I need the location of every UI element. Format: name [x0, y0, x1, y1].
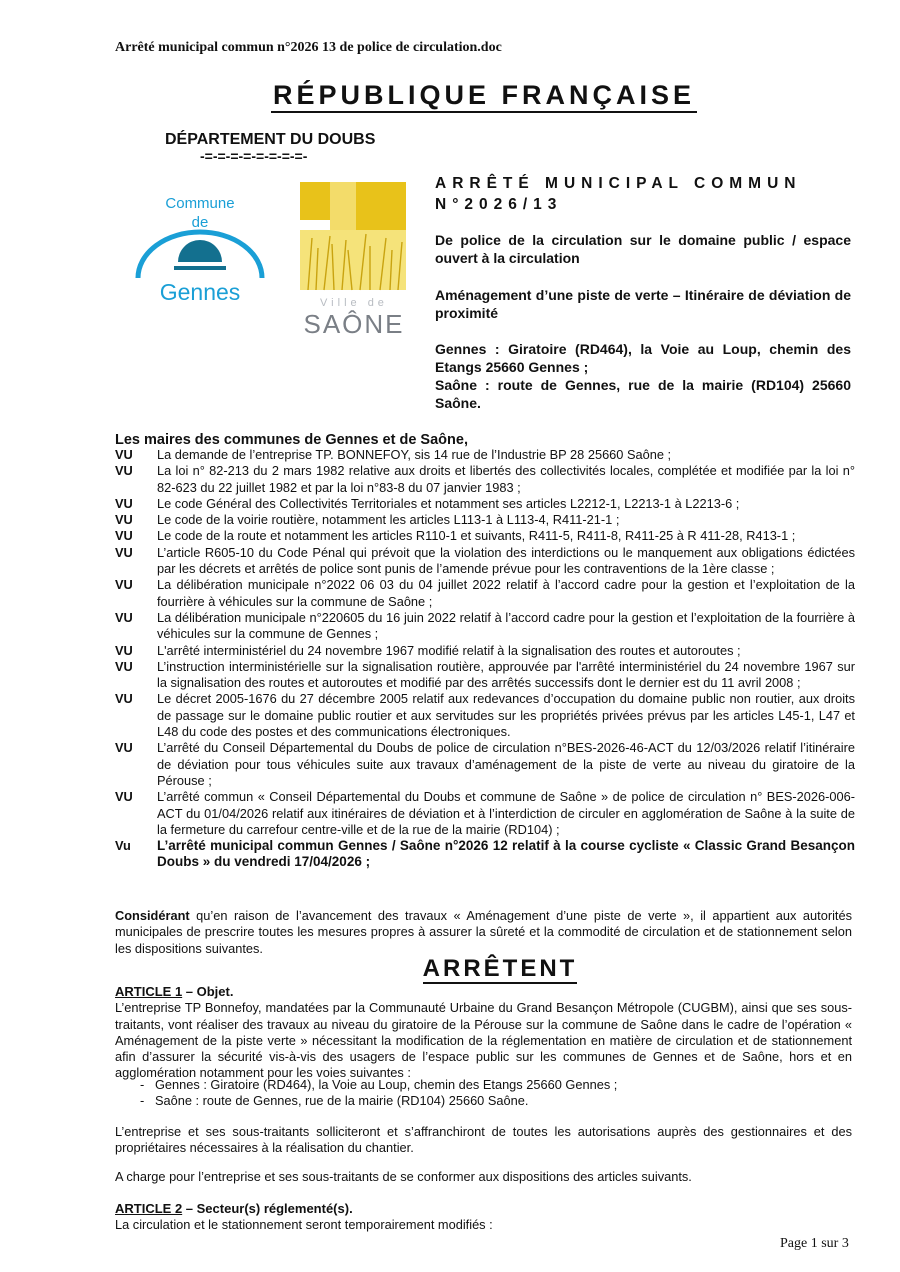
gennes-logo-name: Gennes [159, 279, 241, 305]
list-item: - Saône : route de Gennes, rue de la mairie (RD104) 25660 Saône. [140, 1093, 529, 1109]
les-maires-heading: Les maires des communes de Gennes et de Saône, [115, 432, 468, 448]
vu-label: VU [115, 691, 133, 707]
departement-label: DÉPARTEMENT DU DOUBS [165, 131, 376, 148]
vu-item [115, 528, 855, 544]
vu-item [115, 512, 855, 528]
bullet-gennes: Gennes : Giratoire (RD464), la Voie au Loup, chemin des Etangs 25660 Gennes ; [154, 1077, 618, 1092]
gennes-dome [178, 240, 222, 262]
vu-text: La délibération municipale n°2022 06 03 du 04 juillet 2022 relatif à l’accord cadre pour la gestion et l’exploitation de la fourrière à véhicules sur la commune de Saône ; [157, 577, 855, 609]
article-1-label: ARTICLE 1 [115, 984, 183, 999]
vu-item [115, 740, 855, 789]
arretent-text: ARRÊTENT [422, 955, 578, 982]
gennes-logo-line2: de [191, 214, 209, 231]
location-saone: Saône : route de Gennes, rue de la mairie (RD104) 25660 Saône. [435, 377, 851, 411]
article-2-label: ARTICLE 2 [115, 1201, 183, 1216]
article-1-paragraph: L’entreprise TP Bonnefoy, mandatées par la Communauté Urbaine du Grand Besançon Métropole (CUGBM), ainsi que ses sous-traitants, vont réaliser des travaux au niveau du giratoire de la Pérouse sur la commune de Saône dans le cadre de l’opération « Aménagement de la piste verte » nécessitant la modification de la réglementation en matière de circulation et de stationnement afin d’assurer la sécurité vis-à-vis des usagers de l’espace public sur les communes de Gennes et de Saône, hors et en agglomération notamment pour les voies suivantes : [115, 1000, 852, 1081]
vu-text: La loi n° 82-213 du 2 mars 1982 relative aux droits et libertés des collectivités locales, complétée et modifiée par la loi n° 82-623 du 22 juillet 1982 et par la loi n°83-8 du 07 janvier 1983 ; [157, 463, 855, 495]
arrete-heading [435, 173, 855, 215]
vu-item [115, 838, 855, 871]
considerant-paragraph [115, 908, 852, 957]
vu-label: VU [115, 544, 133, 560]
vu-label: VU [115, 740, 133, 756]
vu-label: VU [115, 495, 133, 511]
vu-label: VU [115, 447, 133, 462]
vu-item [115, 577, 855, 610]
vu-list [115, 447, 855, 871]
vu-item [115, 659, 855, 692]
vu-text: L’article R605-10 du Code Pénal qui prévoit que la violation des interdictions ou le manquement aux obligations édictées par les décrets et arrêtés de police sont punis de l’amende prévue pour les contraventions de la 1ère classe ; [157, 544, 855, 577]
vu-text: L’arrêté du Conseil Départemental du Doubs de police de circulation n°BES-2026-46-ACT du 12/03/2026 relatif l’itinéraire de déviation pour tous véhicules suite aux travaux d’aménagement de la piste de verte au niveau du giratoire de la Pérouse ; [157, 740, 855, 788]
republique-heading [0, 80, 900, 111]
vu-text: L’arrêté commun « Conseil Départemental du Doubs et commune de Saône » de police de circulation n° BES-2026-006-ACT du 01/04/2026 relatif aux itinéraires de déviation et à l’interdiction de circuler en agglomération de Saône à la suite de la fermeture du carrefour centre-ville et de la rue de la mairie (RD104) ; [157, 789, 855, 837]
article-2-paragraph: La circulation et le stationnement seront temporairement modifiés : [115, 1217, 493, 1233]
vu-label: VU [115, 789, 133, 805]
saone-logo-graphic [296, 178, 412, 338]
arrete-subject: De police de la circulation sur le domaine public / espace ouvert à la circulation [435, 232, 851, 266]
arrete-locations [435, 340, 851, 412]
article-1-heading [115, 984, 852, 1000]
vu-text: L'arrêté interministériel du 24 novembre 1967 modifié relatif à la signalisation des routes et autoroutes ; [157, 642, 741, 658]
article-1-paragraph-2: L’entreprise et ses sous-traitants solliciteront et s’affranchiront de toutes les autorisations auprès des gestionnaires et des propriétaires nécessaires à la réalisation du chantier. [115, 1124, 852, 1156]
vu-text: L’arrêté municipal commun Gennes / Saône n°2026 12 relatif à la course cycliste « Classic Grand Besançon Doubs » du vendredi 17/04/2026 ; [157, 838, 855, 870]
vu-label: VU [115, 658, 133, 674]
page-number: Page 1 sur 3 [780, 1236, 849, 1251]
vu-item [115, 789, 855, 838]
list-item: - Gennes : Giratoire (RD464), la Voie au Loup, chemin des Etangs 25660 Gennes ; [140, 1077, 618, 1092]
document-filename: Arrêté municipal commun n°2026 13 de police de circulation.doc [115, 40, 502, 55]
gennes-logo [130, 190, 270, 310]
vu-item [115, 447, 855, 463]
vu-item [115, 545, 855, 578]
vu-label: VU [115, 609, 133, 625]
vu-label: VU [115, 642, 133, 658]
article-1-paragraph-3: A charge pour l’entreprise et ses sous-traitants de se conformer aux dispositions des articles suivants. [115, 1169, 692, 1184]
vu-label: VU [115, 577, 133, 593]
saone-logo-name: SAÔNE [303, 309, 405, 338]
arrete-amenagement: Aménagement d’une piste de verte – Itinéraire de déviation de proximité [435, 287, 851, 321]
vu-text: Le code de la voirie routière, notamment les articles L113-1 à L113-4, R411-21-1 ; [157, 512, 620, 528]
gennes-logo-line1: Commune [165, 195, 235, 212]
bullet-saone: Saône : route de Gennes, rue de la mairie (RD104) 25660 Saône. [154, 1093, 529, 1109]
vu-item [115, 691, 855, 740]
vu-text: L’instruction interministérielle sur la signalisation routière, approuvée par l'arrêté interministériel du 24 novembre 1967 sur la signalisation des routes et autoroutes et modifié par des arrêtés successifs dont le dernier est du 11 avril 2008 ; [157, 658, 855, 691]
vu-item [115, 463, 855, 496]
vu-item [115, 643, 855, 659]
article-2-title: – Secteur(s) réglementé(s). [182, 1201, 353, 1216]
article-1-title: – Objet. [182, 984, 234, 999]
vu-item [115, 610, 855, 643]
vu-label: Vu [115, 838, 131, 854]
article-1 [115, 984, 852, 1082]
gennes-logo-graphic [130, 190, 270, 310]
vu-text: La demande de l’entreprise TP. BONNEFOY, sis 14 rue de l’Industrie BP 28 25660 Saône ; [157, 447, 672, 462]
arrete-number: N°2026/13 [435, 196, 563, 213]
vu-text: Le décret 2005-1676 du 27 décembre 2005 relatif aux redevances d’occupation du domaine public non routier, aux droits de passage sur le domaine public routier et aux servitudes sur les propriétés privées prévus par les articles L45-1, L47 et L48 du code des postes et des communications électroniques. [157, 691, 855, 740]
vu-text: La délibération municipale n°220605 du 16 juin 2022 relatif à l’accord cadre pour la gestion et l’exploitation de la fourrière à véhicules sur la commune de Gennes ; [157, 609, 855, 642]
article-1-bullets [140, 1077, 852, 1110]
saone-logo [296, 178, 412, 338]
vu-text: Le code Général des Collectivités Territoriales et notamment ses articles L2212-1, L2213-1 à L2213-6 ; [157, 495, 740, 511]
republique-text: RÉPUBLIQUE FRANÇAISE [271, 80, 697, 113]
arrete-heading-line1: ARRÊTÉ MUNICIPAL COMMUN [435, 175, 802, 192]
vu-text: Le code de la route et notamment les articles R110-1 et suivants, R411-5, R411-8, R411-25 à R 411-28, R413-1 ; [157, 528, 796, 544]
vu-item [115, 496, 855, 512]
vu-label: VU [115, 512, 133, 528]
departement-underline: -=-=-=-=-=-=-=-=- [200, 148, 308, 164]
arretent-heading [0, 955, 900, 983]
location-gennes: Gennes : Giratoire (RD464), la Voie au Loup, chemin des Etangs 25660 Gennes ; [435, 341, 851, 375]
considerant-label: Considérant [115, 908, 190, 923]
vu-label: VU [115, 463, 133, 479]
saone-logo-ville: Ville de [320, 297, 388, 309]
article-2 [115, 1201, 852, 1234]
vu-label: VU [115, 528, 133, 544]
considerant-text: qu’en raison de l’avancement des travaux « Aménagement d’une piste de verte », il appartient aux autorités municipales de prescrire toutes les mesures propres à assurer la sûreté et la commodité de circulation et de stationnement selon les dispositions suivantes. [115, 908, 852, 956]
article-2-heading [115, 1201, 852, 1217]
